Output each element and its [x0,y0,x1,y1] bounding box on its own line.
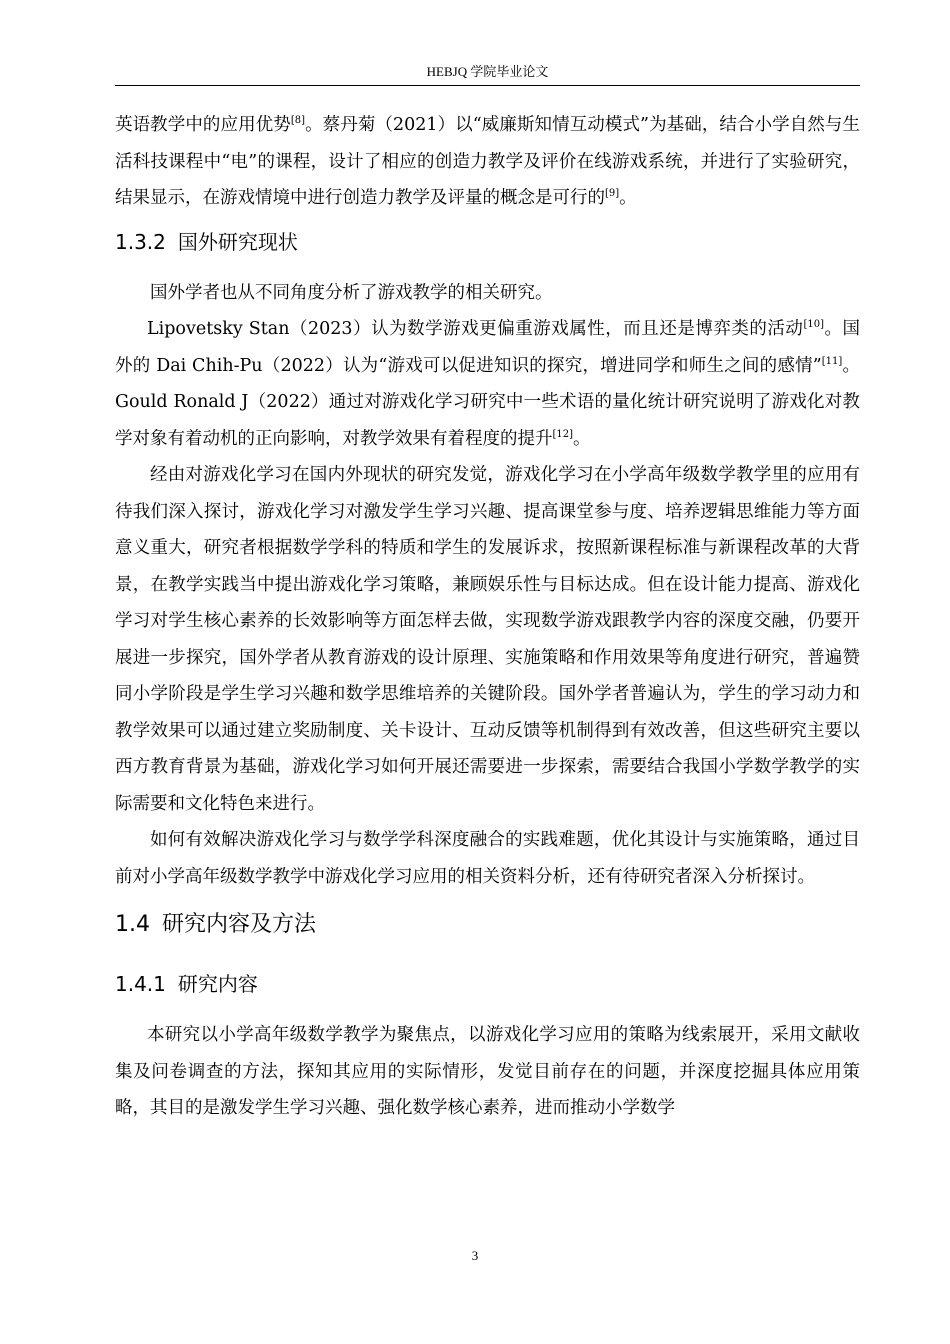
section-heading-1-4-1 [115,969,860,999]
text-run: 。 [573,428,591,449]
section-title: 国外研究现状 [177,229,298,254]
paragraph: 经由对游戏化学习在国内外现状的研究发觉，游戏化学习在小学高年级数学教学里的应用有待我们深入探讨，游戏化学习对激发学生学习兴趣、提高课堂参与度、培养逻辑思维能力等方面意义重大，研究者根据数学学科的特质和学生的发展诉求，按照新课程标准与新课程改革的大背景，在教学实践当中提出游戏化学习策略，兼顾娱乐性与目标达成。但在设计能力提高、游戏化学习对学生核心素养的长效影响等方面怎样去做，实现数学游戏跟教学内容的深度交融，仍要开展进一步探究，国外学者从教育游戏的设计原理、实施策略和作用效果等角度进行研究，普遍赞同小学阶段是学生学习兴趣和数学思维培养的关键阶段。国外学者普遍认为，学生的学习动力和教学效果可以通过建立奖励制度、关卡设计、互动反馈等机制得到有效改善，但这些研究主要以西方教育背景为基础，游戏化学习如何开展还需要进一步探索，需要结合我国小学数学教学的实际需要和文化特色来进行。 [115,465,860,814]
paragraph: 本研究以小学高年级数学教学为聚焦点，以游戏化学习应用的策略为线索展开，采用文献收集及问卷调查的方法，探知其应用的实际情形，发觉目前存在的问题，并深度挖掘具体应用策略，其目的是激发学生学习兴趣、强化数学核心素养，进而推动小学数学 [115,1025,860,1118]
citation: [12] [552,428,574,440]
paragraph: 如何有效解决游戏化学习与数学学科深度融合的实践难题，优化其设计与实施策略，通过目前对小学高年级数学教学中游戏化学习应用的相关资料分析，还有待研究者深入分析探讨。 [115,830,860,887]
text-run: 。国外的 Dai Chih-Pu（2022）认为“游戏可以促进知识的探究，增进同学和师生之间的感情” [115,319,860,376]
running-header: HEBJQ 学院毕业论文 [426,64,549,79]
paragraph-continued [115,107,860,217]
section-heading-1-4 [115,909,860,941]
section-number: 1.3.2 [115,229,166,254]
citation: [10] [803,319,824,330]
text-run: 。 [619,188,637,208]
text-run: 。Gould Ronald J（2022）通过对游戏化学习研究中一些术语的量化统计研究说明了游戏化对教学对象有着动机的正向影响，对教学效果有着程度的提升 [115,355,860,449]
paragraph [115,311,860,457]
citation: [9] [605,188,620,199]
citation: [8] [290,115,305,126]
text-run: 英语教学中的应用优势 [115,115,291,135]
paragraph: 国外学者也从不同角度分析了游戏教学的相关研究。 [150,282,553,303]
section-number: 1.4 [115,912,150,937]
text-run: 。蔡丹菊（2021）以“威廉斯知情互动模式”为基础，结合小学自然与生活科技课程中“电”的课程，设计了相应的创造力教学及评价在线游戏系统，并进行了实验研究，结果显示，在游戏情境中进行创造力教学及评量的概念是可行的 [115,115,860,208]
section-number: 1.4.1 [115,972,166,996]
text-run: Lipovetsky Stan（2023）认为数学游戏更偏重游戏属性，而且还是博弈类的活动 [147,319,804,339]
section-title: 研究内容及方法 [162,912,317,937]
section-title: 研究内容 [177,972,258,996]
citation: [11] [821,355,843,367]
page-body [115,107,860,1127]
header-rule [115,85,860,86]
section-heading-1-3-2 [115,227,860,257]
page-number: 3 [471,1248,479,1263]
